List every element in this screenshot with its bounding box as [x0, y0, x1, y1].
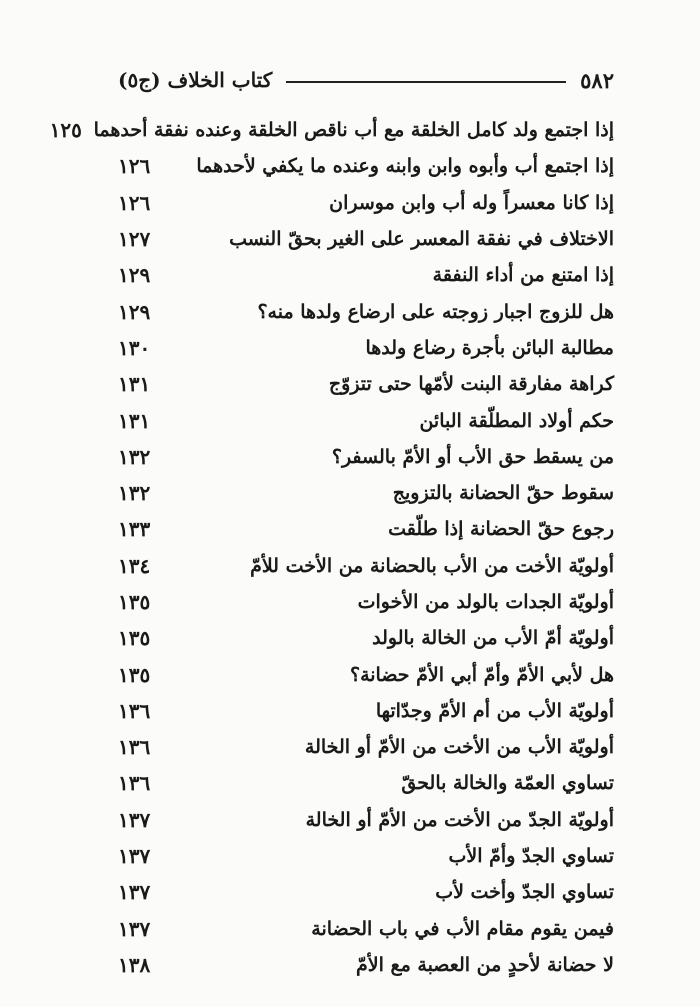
toc-entry-title: كراهة مفارقة البنت لأمّها حتى تتزوّج	[328, 373, 614, 396]
toc-entry	[118, 511, 614, 547]
toc-entry-title: تساوي الجدّ وأخت لأب	[435, 881, 614, 904]
toc-entry-page: ١٣٧	[118, 916, 151, 941]
toc-entry	[118, 802, 614, 838]
page-header	[118, 62, 614, 98]
toc-entry	[118, 185, 614, 221]
toc-entry-page: ١٣٦	[118, 735, 151, 760]
toc-entry-page: ١٢٥	[49, 118, 82, 143]
toc-entry	[118, 584, 614, 620]
toc-entry	[49, 112, 614, 148]
toc-entry	[118, 874, 614, 910]
toc-entry-page: ١٣٧	[118, 880, 151, 905]
toc-entry-title: أولويّة أمّ الأب من الخالة بالولد	[372, 627, 614, 650]
toc-entry-title: الاختلاف في نفقة المعسر على الغير بحقّ النسب	[229, 228, 614, 251]
toc-entry-page: ١٣٦	[118, 698, 151, 723]
toc-entry-page: ١٣٥	[118, 590, 151, 614]
toc-entry-page: ١٣٠	[118, 335, 151, 360]
toc-entry-title: إذا امتنع من أداء النفقة	[432, 264, 614, 287]
toc-entry-page: ١٣٧	[118, 807, 151, 832]
toc-entry	[118, 911, 614, 947]
page-number: ٥٨٢	[580, 67, 614, 93]
toc-entry	[118, 402, 614, 438]
toc-entry	[118, 475, 614, 511]
toc-entry	[118, 693, 614, 729]
toc-entry-title: أولويّة الأب من الأخت من الأمّ أو الخالة	[304, 736, 614, 759]
toc-entry-title: فيمن يقوم مقام الأب في باب الحضانة	[311, 917, 614, 940]
toc-entry-page: ١٣٢	[118, 444, 151, 469]
toc-entry	[118, 656, 614, 692]
toc-entry-title: إذا كانا معسراً وله أب وابن موسران	[329, 191, 614, 214]
toc-entry-title: لا حضانة لأحدٍ من العصبة مع الأمّ	[355, 953, 614, 976]
header-rule	[286, 81, 566, 83]
toc-entry-page: ١٢٦	[118, 190, 151, 215]
toc-entry	[118, 257, 614, 293]
toc-entry-title: أولويّة الجدات بالولد من الأخوات	[357, 591, 614, 613]
toc-entry	[118, 765, 614, 801]
toc-entry-title: إذا اجتمع ولد كامل الخلقة مع أب ناقص الخلقة وعنده نفقة أحدهما	[93, 119, 614, 142]
toc-entry-title: أولويّة الأخت من الأب بالحضانة من الأخت للأمّ	[250, 554, 614, 577]
toc-entry-page: ١٢٧	[118, 227, 151, 252]
toc-entry-page: ١٢٦	[118, 154, 151, 179]
toc-entry-page: ١٣٧	[118, 844, 151, 869]
toc-entry-title: من يسقط حق الأب أو الأمّ بالسفر؟	[331, 445, 614, 468]
table-of-contents	[49, 112, 614, 983]
toc-entry	[118, 620, 614, 656]
toc-entry	[118, 439, 614, 475]
toc-entry-title: تساوي الجدّ وأمّ الأب	[448, 845, 614, 868]
toc-entry	[118, 148, 614, 184]
toc-entry-title: إذا اجتمع أب وأبوه وابن وابنه وعنده ما يكفي لأحدهما	[196, 155, 614, 178]
toc-entry	[118, 221, 614, 257]
toc-entry	[118, 838, 614, 874]
toc-entry-page: ١٣٣	[118, 517, 151, 542]
toc-entry-page: ١٣٥	[118, 662, 151, 687]
toc-entry-title: رجوع حقّ الحضانة إذا طلّقت	[388, 518, 614, 541]
toc-entry	[118, 548, 614, 584]
book-title: كتاب الخلاف (ج٥)	[118, 68, 273, 92]
toc-entry-title: هل لأبي الأمّ وأمّ أبي الأمّ حضانة؟	[349, 663, 614, 686]
toc-entry-title: تساوي العمّة والخالة بالحقّ	[401, 772, 614, 795]
toc-entry	[118, 729, 614, 765]
toc-entry-title: أولويّة الأب من أم الأمّ وجدّاتها	[375, 699, 614, 722]
toc-entry	[118, 366, 614, 402]
toc-entry-title: حكم أولاد المطلّقة البائن	[419, 409, 614, 432]
toc-entry-page: ١٢٩	[118, 299, 151, 324]
toc-entry-page: ١٣٤	[118, 553, 151, 578]
toc-entry-page: ١٣٥	[118, 626, 151, 651]
toc-entry	[118, 330, 614, 366]
toc-entry-page: ١٣٦	[118, 771, 151, 796]
toc-entry-page: ١٣١	[118, 408, 151, 433]
toc-entry-title: أولويّة الجدّ من الأخت من الأمّ أو الخالة	[305, 808, 614, 831]
toc-entry-title: مطالبة البائن بأجرة رضاع ولدها	[365, 336, 614, 359]
toc-entry-page: ١٣١	[118, 372, 151, 397]
toc-entry-page: ١٢٩	[118, 263, 151, 288]
toc-entry-title: سقوط حقّ الحضانة بالتزويج	[392, 482, 614, 505]
toc-entry	[118, 947, 614, 983]
toc-entry-page: ١٣٢	[118, 481, 151, 506]
toc-entry	[118, 293, 614, 329]
toc-entry-title: هل للزوج اجبار زوجته على ارضاع ولدها منه؟	[257, 300, 614, 323]
toc-entry-page: ١٣٨	[118, 952, 151, 977]
